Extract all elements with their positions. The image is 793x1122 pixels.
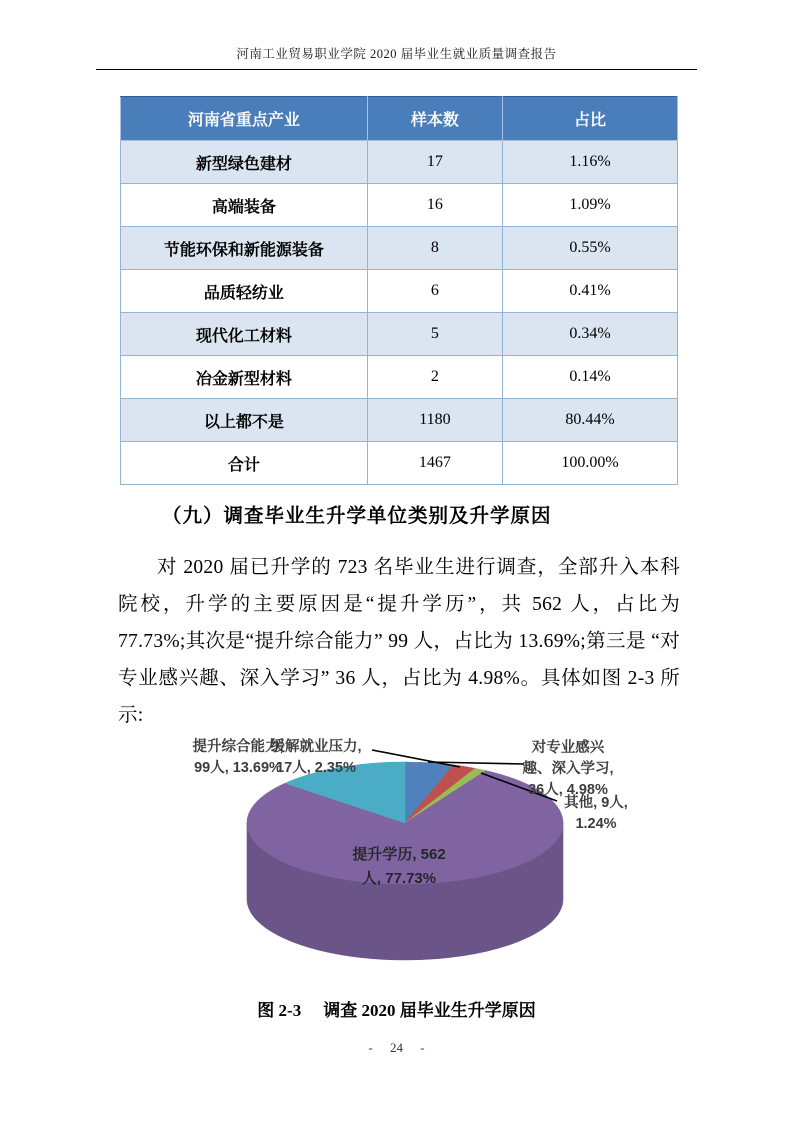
header-title: 河南工业贸易职业学院 2020 届毕业生就业质量调查报告 [236, 47, 557, 61]
table-row [121, 184, 678, 227]
callout-line: 36人, 4.98% [528, 782, 608, 798]
row-value: 16 [367, 184, 502, 227]
row-value: 1180 [367, 399, 502, 442]
page-number: - 24 - [368, 1040, 425, 1055]
page-footer [0, 1040, 793, 1056]
callout-line: 17人, 2.35% [276, 760, 356, 776]
callout-line: 99人, 13.69% [194, 760, 282, 776]
table-row [121, 227, 678, 270]
callout-line: 对专业感兴 [531, 740, 605, 756]
section-heading: （九）调查毕业生升学单位类别及升学原因 [162, 506, 552, 527]
header-rule [96, 69, 697, 70]
row-value: 0.14% [503, 356, 678, 399]
callout-line: 提升综合能力, [192, 739, 284, 755]
row-value: 0.41% [503, 270, 678, 313]
pie-chart-figure [120, 735, 685, 990]
row-value: 1.16% [503, 141, 678, 184]
figure-title: 调查 2020 届毕业生升学原因 [323, 1001, 536, 1020]
row-value: 0.55% [503, 227, 678, 270]
callout-line: 提升学历, 562 [352, 846, 446, 863]
callout-line: 缓解就业压力, [270, 739, 362, 755]
row-value: 5 [367, 313, 502, 356]
row-value: 1467 [367, 442, 502, 485]
figure-caption [0, 996, 793, 1021]
callout-zhuanye-xingqu [522, 738, 613, 801]
row-value: 17 [367, 141, 502, 184]
table-row [121, 399, 678, 442]
table-header-row [121, 97, 678, 141]
column-header: 样本数 [367, 97, 502, 141]
row-value: 0.34% [503, 313, 678, 356]
row-label: 新型绿色建材 [121, 141, 368, 184]
table-body [121, 141, 678, 485]
body-paragraph: 对 2020 届已升学的 723 名毕业生进行调查，全部升入本科院校，升学的主要原因是“提升学历”，共 562 人，占比为 77.73%;其次是“提升综合能力” 99 人，占比为 13.69%;第三是 “对专业感兴趣、深入学习” 36 人，占比为 4.98%。具体如图 2-3 所示: [118, 557, 680, 726]
row-label: 以上都不是 [121, 399, 368, 442]
callout-qita [564, 793, 628, 835]
page-header [0, 44, 793, 62]
callout-tisheng-xueli [352, 843, 445, 891]
table-row [121, 270, 678, 313]
column-header: 河南省重点产业 [121, 97, 368, 141]
table-row [121, 356, 678, 399]
row-label: 节能环保和新能源装备 [121, 227, 368, 270]
row-label: 合计 [121, 442, 368, 485]
callout-line: 1.24% [575, 816, 617, 832]
row-value: 2 [367, 356, 502, 399]
column-header: 占比 [503, 97, 678, 141]
table-row [121, 313, 678, 356]
table-row [121, 442, 678, 485]
callout-line: 趣、深入学习, [522, 761, 614, 777]
row-label: 冶金新型材料 [121, 356, 368, 399]
table-row [121, 141, 678, 184]
row-label: 高端装备 [121, 184, 368, 227]
callout-line: 人, 77.73% [361, 870, 437, 887]
figure-number: 图 2-3 [257, 1001, 302, 1020]
callout-huanjie-jiuye [270, 737, 361, 779]
row-value: 1.09% [503, 184, 678, 227]
row-value: 80.44% [503, 399, 678, 442]
row-value: 8 [367, 227, 502, 270]
callout-line: 其他, 9人, [564, 795, 628, 811]
row-label: 品质轻纺业 [121, 270, 368, 313]
industry-sample-table [120, 96, 678, 485]
row-value: 6 [367, 270, 502, 313]
row-label: 现代化工材料 [121, 313, 368, 356]
row-value: 100.00% [503, 442, 678, 485]
